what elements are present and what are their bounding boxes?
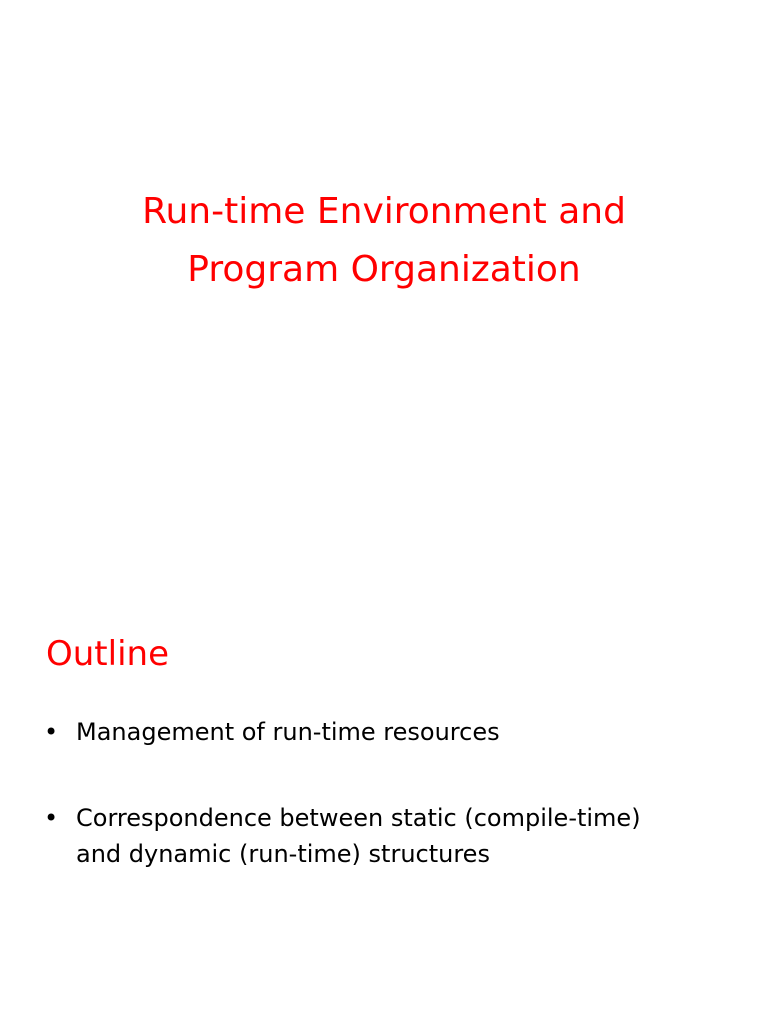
title-slide: [0, 0, 768, 510]
bullet-text: [76, 714, 756, 750]
bullet-line: and dynamic (run-time) structures: [76, 840, 490, 868]
slide-title-line-2: Program Organization: [187, 249, 581, 290]
bullet-marker: •: [44, 804, 59, 832]
outline-heading: Outline: [46, 634, 170, 674]
bullet-text: [76, 800, 756, 872]
slide-title-line-1: Run-time Environment and: [142, 191, 626, 232]
bullet-line: Management of run-time resources: [76, 718, 500, 746]
outline-slide: [0, 512, 768, 1022]
bullet-marker: •: [44, 718, 59, 746]
bullet-line: Correspondence between static (compile-time): [76, 804, 641, 832]
